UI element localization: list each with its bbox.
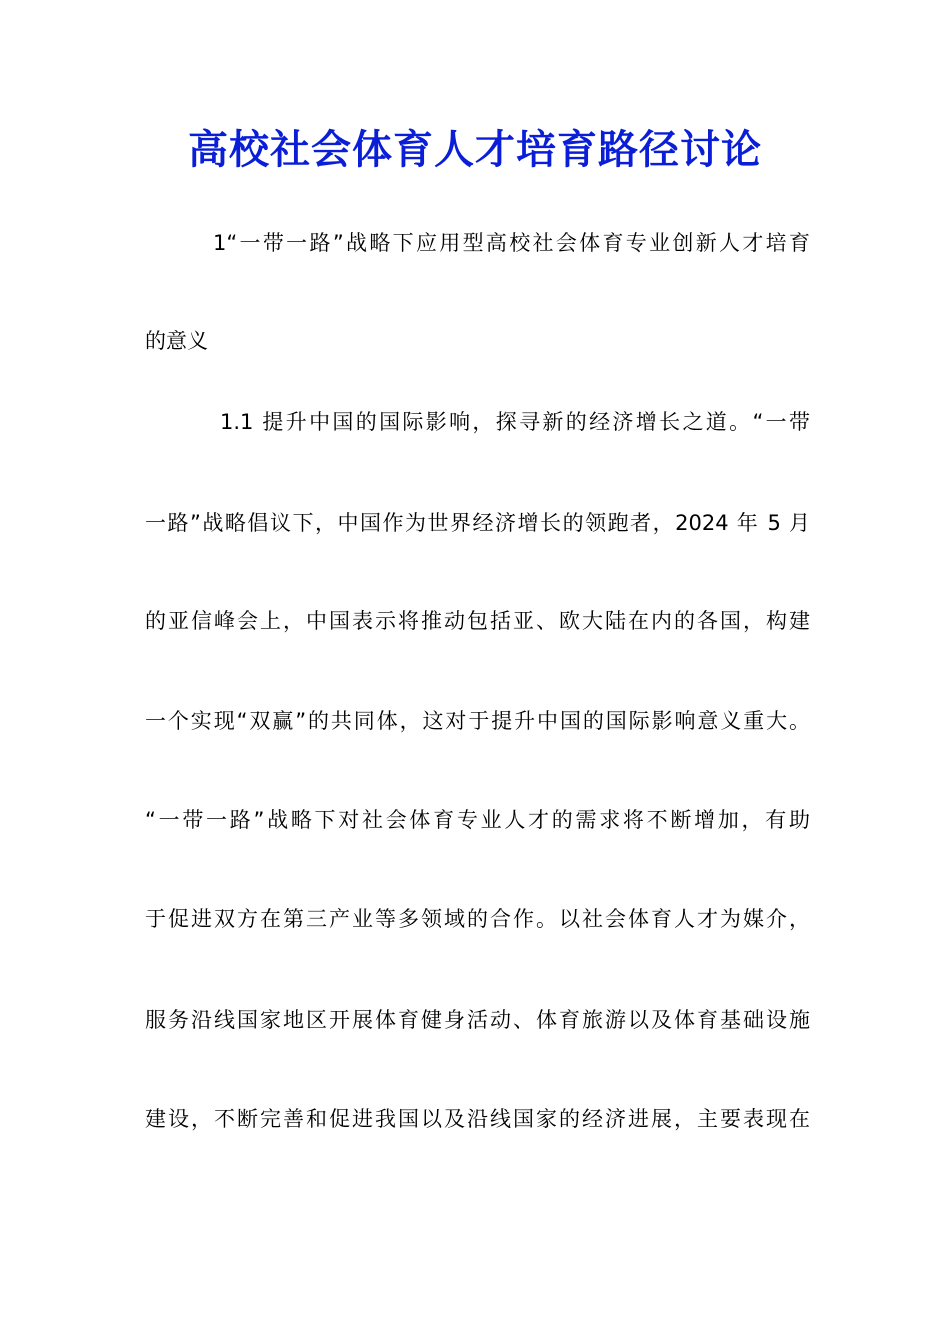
body-text-line: 建设，不断完善和促进我国以及沿线国家的经济进展，主要表现在 — [145, 1107, 810, 1131]
body-text-line: 1.1 提升中国的国际影响，探寻新的经济增长之道。“一带 — [220, 410, 810, 434]
body-text-line: “一带一路”战略下对社会体育专业人才的需求将不断增加，有助 — [145, 808, 810, 832]
page-title: 高校社会体育人才培育路径讨论 — [188, 126, 762, 173]
body-text-line: 的亚信峰会上，中国表示将推动包括亚、欧大陆在内的各国，构建 — [145, 609, 810, 633]
section-heading-line-1: 1“一带一路”战略下应用型高校社会体育专业创新人才培育 — [213, 231, 810, 255]
section-heading-line-2: 的意义 — [145, 329, 208, 353]
body-text-line: 一个实现“双赢”的共同体，这对于提升中国的国际影响意义重大。 — [145, 709, 810, 733]
body-text-line: 一路”战略倡议下，中国作为世界经济增长的领跑者，2024 年 5 月 — [145, 511, 810, 535]
body-text-line: 于促进双方在第三产业等多领域的合作。以社会体育人才为媒介， — [145, 907, 810, 931]
body-text-line: 服务沿线国家地区开展体育健身活动、体育旅游以及体育基础设施 — [145, 1008, 810, 1032]
